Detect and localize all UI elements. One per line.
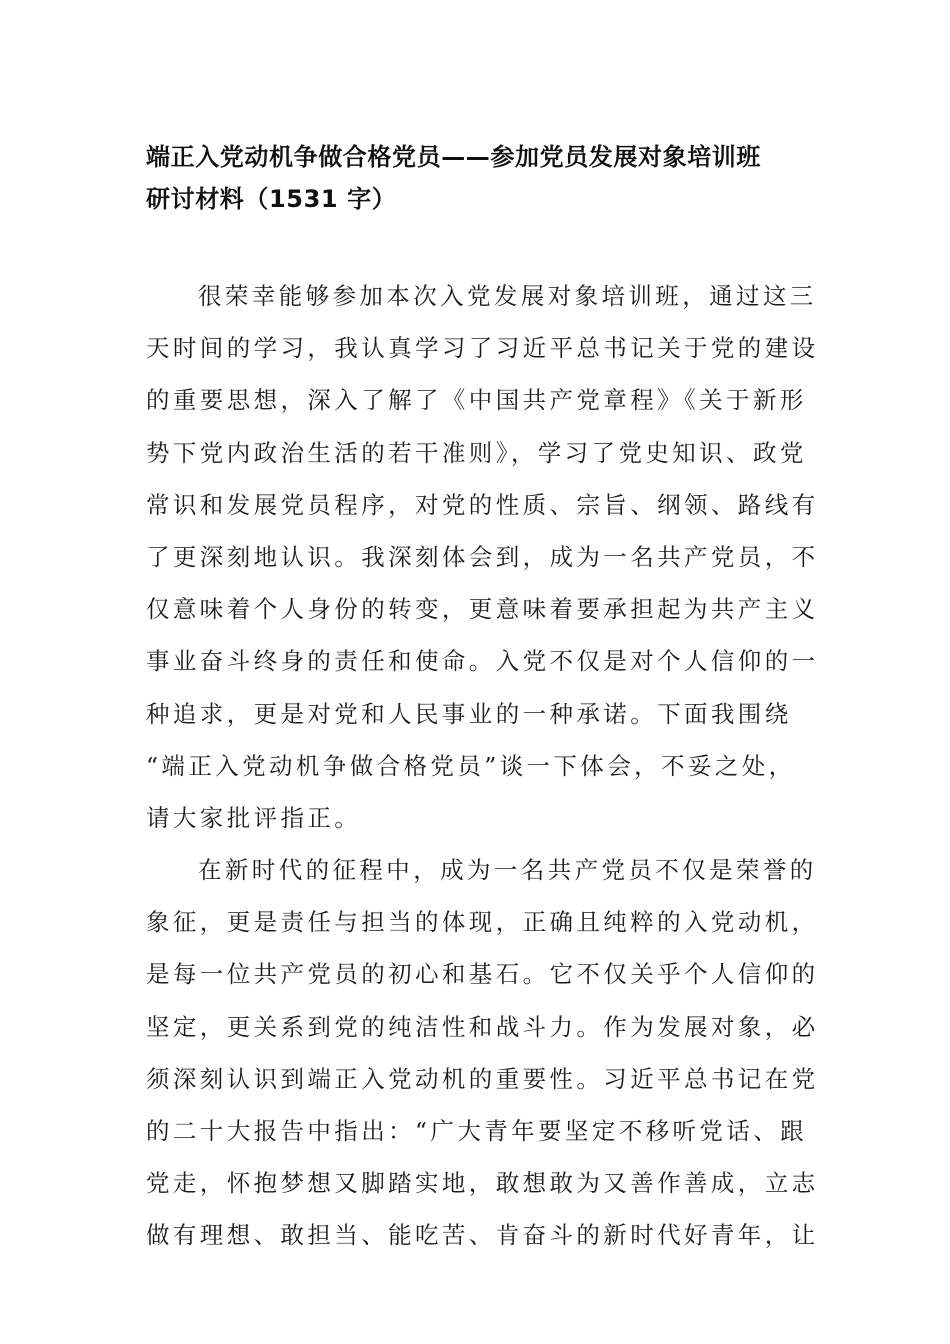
paragraph-line: 须深刻认识到端正入党动机的重要性。习近平总书记在党 [146, 1064, 819, 1093]
paragraph-line: 坚定，更关系到党的纯洁性和战斗力。作为发展对象，必 [146, 1012, 819, 1041]
paragraph-line: 势下党内政治生活的若干准则》，学习了党史知识、政党 [146, 438, 807, 467]
paragraph-line: 做有理想、敢担当、能吃苦、肯奋斗的新时代好青年，让 [146, 1221, 819, 1250]
paragraph-line: 象征，更是责任与担当的体现，正确且纯粹的入党动机， [146, 908, 819, 937]
paragraph-line: 事业奋斗终身的责任和使命。入党不仅是对个人信仰的一 [146, 647, 819, 676]
paragraph-line: 常识和发展党员程序，对党的性质、宗旨、纲领、路线有 [146, 490, 819, 519]
paragraph-line: 了更深刻地认识。我深刻体会到，成为一名共产党员，不 [146, 542, 819, 571]
paragraph-2 [146, 844, 819, 1262]
paragraph-line: “端正入党动机争做合格党员”谈一下体会，不妥之处， [146, 751, 796, 780]
paragraph-line: 党走，怀抱梦想又脚踏实地，敢想敢为又善作善成，立志 [146, 1169, 819, 1198]
paragraph-line: 在新时代的征程中，成为一名共产党员不仅是荣誉的 [198, 856, 817, 885]
paragraph-line: 的二十大报告中指出：“广大青年要坚定不移听党话、跟 [146, 1117, 808, 1145]
paragraph-line: 很荣幸能够参加本次入党发展对象培训班，通过这三 [198, 282, 817, 310]
title-line-2: 研讨材料（1531 字） [146, 185, 397, 213]
paragraph-line: 天时间的学习，我认真学习了习近平总书记关于党的建设 [146, 334, 819, 363]
paragraph-line: 仅意味着个人身份的转变，更意味着要承担起为共产主义 [146, 595, 819, 624]
title-line-1: 端正入党动机争做合格党员——参加党员发展对象培训班 [146, 143, 761, 171]
document-body [146, 270, 819, 1262]
paragraph-line: 是每一位共产党员的初心和基石。它不仅关乎个人信仰的 [146, 960, 819, 989]
paragraph-line: 的重要思想，深入了解了《中国共产党章程》《关于新形 [146, 386, 807, 415]
paragraph-line: 种追求，更是对党和人民事业的一种承诺。下面我围绕 [146, 699, 792, 728]
paragraph-1 [146, 270, 819, 844]
document-title [146, 136, 816, 220]
paragraph-line: 请大家批评指正。 [146, 803, 362, 832]
